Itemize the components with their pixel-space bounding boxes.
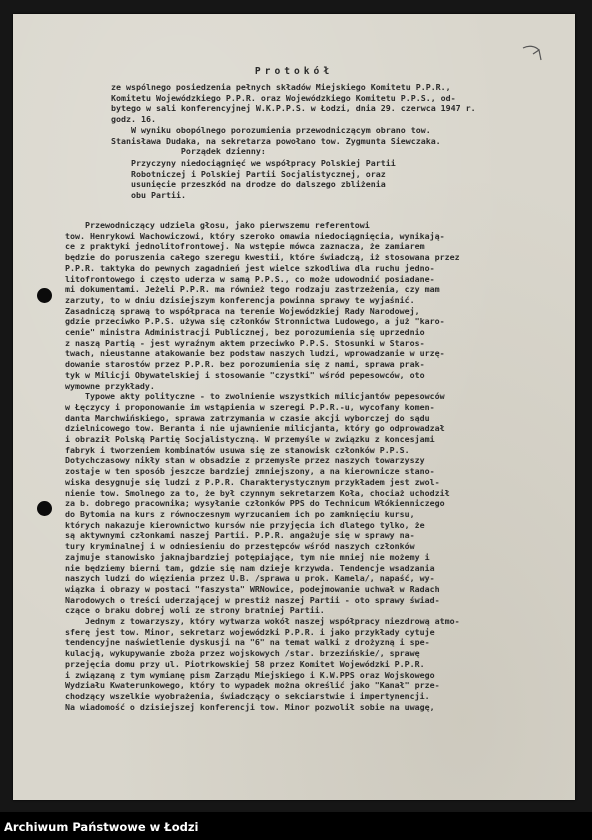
punch-hole: [37, 501, 52, 516]
intro-line: ze wspólnego posiedzenia pełnych składów Miejskiego Komitetu P.P.R.,: [111, 82, 451, 92]
body-line: zarzuty, to w dniu dzisiejszym konferencja powinna sprawy te wyjaśnić.: [65, 294, 415, 305]
body-line: wymowne przykłady.: [65, 380, 155, 391]
body-line: danta Marchwińskiego, sprawa zatrzymania w czasie akcji wyborczej do sądu: [65, 412, 430, 423]
document-title: Protokół: [254, 66, 334, 77]
body-line: zajmuje stanowisko jaknajbardziej potępiające, tym nie mniej nie możemy i: [65, 551, 430, 562]
agenda-line: Robotniczej i Polskiej Partii Socjalistycznej, oraz: [131, 168, 386, 179]
body-line: Dotychczasowy nikły stan w obsadzie z przemysłe przez naszych towarzyszy: [65, 455, 425, 466]
pencil-annotation-icon: [519, 42, 551, 64]
body-line: zostaje w ten sposób jeszcze bardziej zmniejszony, a na kierownicze stano-: [65, 466, 435, 477]
body-line: tury kryminalnej i w odniesieniu do przestępców wśród naszych członków: [65, 541, 415, 552]
body-line: za b. dobrego pracownika; wysyłanie członków PPS do Technicum Włókienniczego: [65, 498, 445, 509]
body-line: przejęcia domu przy ul. Piotrkowskiej 58 przez Komitet Wojewódzki P.P.R.: [65, 658, 425, 669]
body-line: fabryk i tworzeniem kombinatów usuwa się ze stanowisk członków P.P.S.: [65, 444, 410, 455]
body-line: ce z praktyki jednolitofrontowej. Na wstępie mówca zaznacza, że zamiarem: [65, 241, 425, 252]
body-line: Jednym z towarzyszy, który wytwarza wokół naszej współpracy niezdrową atmo-: [65, 616, 460, 627]
body-line: i związaną z tym wymianę pism Zarządu Miejskiego i K.W.PPS oraz Wojskowego: [65, 669, 435, 680]
body-line: tow. Henrykowi Wachowiczowi, który szeroko omawia niedociągnięcia, wynikają-: [65, 230, 445, 241]
body-line: w Łęczycy i proponowanie im wstąpienia w szeregi P.P.R.-u, wycofany komen-: [65, 401, 435, 412]
agenda-line: Przyczyny niedociągnięć we współpracy Polskiej Partii: [131, 158, 396, 168]
body-line: mi dokumentami. Jeżeli P.P.R. ma również tego rodzaju zastrzeżenia, czy mam: [65, 284, 440, 295]
body-line: tyk w Milicji Obywatelskiej i stosowanie "czystki" wśród pepesowców, oto: [65, 369, 425, 380]
body-line: wiązka i obrazy w postaci "faszysta" WRNowice, podejmowanie uchwał w Radach: [65, 583, 440, 594]
body-line: Zasadniczą sprawą to współpraca na terenie Wojewódzkiej Rady Narodowej,: [65, 305, 420, 316]
body-line: będzie do poruszenia całego szeregu kwestii, które świadczą, iż stosowana przez: [65, 252, 460, 263]
body-line: Wydziału Kwaterunkowego, który to wypadek można określić jako "Kanał" prze-: [65, 680, 440, 691]
body-line: Narodowych o treści uderzającej w prestiż naszej Partii - oto sprawy świad-: [65, 594, 440, 605]
body-line: tendencyjne naświetlenie dyskusji na "6" na temat walki z drożyzną i spe-: [65, 637, 430, 648]
body-line: nienie tow. Smolnego za to, że był czynnym sekretarzem Koła, chociaż uchodził: [65, 487, 450, 498]
body-line: i obraził Polską Partię Socjalistyczną. W przemyśle w związku z koncesjami: [65, 434, 435, 445]
body-line: Na wiadomość o dzisiejszej konferencji tow. Minor pozwolił sobie na uwagę,: [65, 701, 435, 712]
body-text: [65, 220, 585, 712]
body-line: litofrontowego i często uderza w samą P.P.S., co może udowodnić posiadane-: [65, 273, 435, 284]
body-line: gdzie przeciwko P.P.S. używa się członków Stronnictwa Ludowego, a już "karo-: [65, 316, 445, 327]
body-line: sferę jest tow. Minor, sekretarz wojewódzki P.P.R. i jako przykłady cytuje: [65, 626, 435, 637]
body-line: chodzący wszelkie wyobrażenia, świadczący o sekciarstwie i impertynencji.: [65, 690, 430, 701]
agenda-heading: Porządek dzienny:: [111, 146, 266, 157]
body-line: nie będziemy bierni tam, gdzie się nam dzieje krzywda. Tendencje wsadzania: [65, 562, 435, 573]
body-line: cenie" ministra Administracji Publicznej, bez porozumienia się uprzednio: [65, 327, 425, 338]
body-line: P.P.R. taktyka do pewnych zagadnień jest wielce szkodliwa dla ruchu jedno-: [65, 262, 435, 273]
body-line: z naszą Partią - jest wyraźnym aktem przeciwko P.P.S. Stosunki w Staros-: [65, 337, 425, 348]
agenda-line: usunięcie przeszkód na drodze do dalszego zbliżenia: [131, 179, 386, 190]
body-line: czące o braku dobrej woli ze strony bratniej Partii.: [65, 605, 325, 616]
agenda-paragraph: [131, 158, 511, 201]
document-page: [13, 14, 575, 800]
body-line: kulacją, wykupywanie zboża przez wojskowych /star. brzezińskie/, sprawę: [65, 648, 420, 659]
body-line: Typowe akty polityczne - to zwolnienie wszystkich milicjantów pepesowców: [65, 391, 445, 402]
body-line: których nakazuje kierownictwo kursów nie przyjęcia ich dlatego tylko, że: [65, 519, 425, 530]
intro-line: bytego w sali konferencyjnej W.K.P.P.S. w Łodzi, dnia 29. czerwca 1947 r.: [111, 103, 476, 114]
intro-line: Komitetu Wojewódzkiego P.P.R. oraz Wojewódzkiego Komitetu P.P.S., od-: [111, 92, 456, 103]
body-line: naszych ludzi do więzienia przez U.B. /sprawa u prok. Kamela/, napaść, wy-: [65, 573, 435, 584]
body-line: Przewodniczący udziela głosu, jako pierwszemu referentowi: [65, 220, 370, 230]
archive-footer: [0, 812, 592, 840]
punch-hole: [37, 288, 52, 303]
intro-line: godz. 16.: [111, 114, 156, 125]
agenda-line: obu Partii.: [131, 190, 186, 201]
body-line: dzielnicowego tow. Beranta i nie ujawnienie milicjanta, który go odprowadzał: [65, 423, 445, 434]
body-line: są aktywnymi członkami naszej Partii. P.P.R. angażuje się w sprawy na-: [65, 530, 415, 541]
intro-line: W wyniku obopólnego porozumienia przewodniczącym obrano tow.: [111, 124, 431, 135]
body-line: wiska desygnuje się ludzi z P.P.R. Charakterystycznym przykładem jest zwol-: [65, 476, 440, 487]
intro-paragraph: [111, 82, 589, 157]
body-line: dowanie starostów przez P.P.R. bez porozumienia się z nami, sprawa prak-: [65, 359, 425, 370]
archive-label: Archiwum Państwowe w Łodzi: [4, 820, 199, 834]
intro-line: Stanisława Dudaka, na sekretarza powołano tow. Zygmunta Siewczaka.: [111, 135, 441, 146]
body-line: twach, nieustanne atakowanie bez podstaw naszych ludzi, wprowadzanie w urzę-: [65, 348, 445, 359]
body-line: do Bytomia na kurs z równoczesnym wyrzucaniem ich po zamknięciu kursu,: [65, 508, 415, 519]
